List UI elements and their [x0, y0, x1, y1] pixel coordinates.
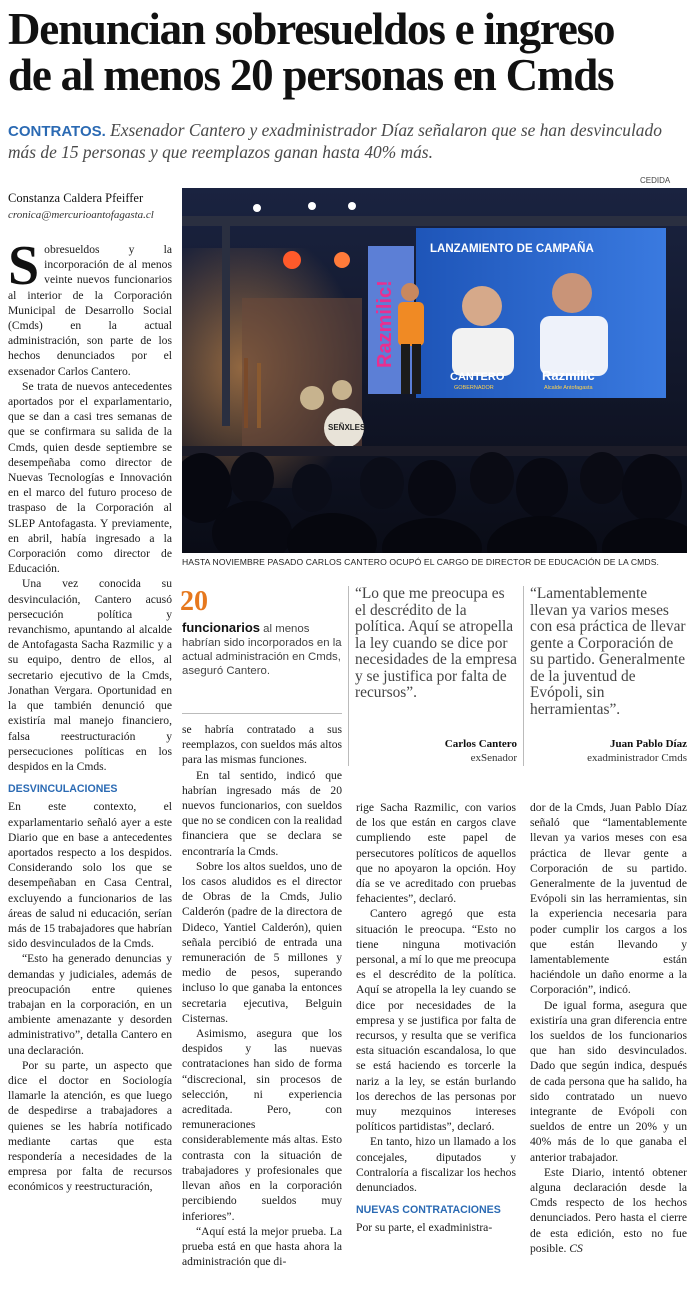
photo-credit: CEDIDA [640, 176, 671, 185]
screen-left-role: GOBERNADOR [454, 385, 494, 391]
col2-paragraph-3: Sobre los altos sueldos, uno de los casos aludidos es el director de Obras de la Cmds, Julio Calderón (padre de la directora de Dideco, Yantiel Calderón), quien señala percibió de entrada una remuneración de 5 millones y medio de pesos, superando incluso lo que ganaba la entonces secretaria ejecutiva, Belguin Cisternas. [182, 859, 342, 1025]
column-3 [356, 800, 516, 1236]
byline-email[interactable]: cronica@mercurioantofagasta.cl [8, 209, 154, 221]
speaker [398, 302, 424, 346]
screen-left-name: CANTERO [450, 371, 505, 383]
col4-paragraph-2: De igual forma, asegura que existiría una gran diferencia entre los sueldos de los funcionarios que han sido desvinculados. Dado que según indica, después de cada persona que ha salido, ha sido contratado un nuevo integrante de Evópoli con sueldos de entre un 20% y un 40% más de lo que ganaba el anterior trabajador. [530, 998, 687, 1164]
drum-text: SEÑXLES [328, 423, 366, 432]
banner-text: Razmilic! [374, 280, 396, 368]
column-4 [530, 800, 687, 1256]
divider [348, 586, 349, 766]
stat-bold: funcionarios [182, 620, 261, 635]
stat-number: 20 [180, 586, 208, 617]
col3-paragraph-1: rige Sacha Razmilic, con varios de los que están en cargos clave cumpliendo este papel de persecutores políticos de aquellos que no apoyaron la opción. Hoy día se ve acreditado con pruebas fehacientes”, declaró. [356, 801, 516, 906]
quote-cantero: “Lo que me preocupa es el descrédito de la política. Aquí se atropella la ley cuando se dice por necesidades de la empresa y se justifica por falta de recursos”. [355, 585, 517, 701]
quote-diaz-role: exadministrador Cmds [587, 752, 687, 764]
stat-description: al menos habrían sido incorporados en la actual administración en Cmds, aseguró Cantero. [182, 623, 342, 677]
col3-paragraph-3: En tanto, hizo un llamado a los concejales, diputados y Contraloría a fiscalizar los hechos denunciados. [356, 1135, 516, 1195]
quote-diaz: “Lamentablemente llevan ya varios meses con esa práctica de llevar gente a Corporación de su partido. Generalmente de la juventud de Evópoli, sin herramientas”. [530, 585, 686, 718]
stage-illustration [182, 188, 687, 553]
quote-cantero-name: Carlos Cantero [444, 738, 517, 750]
deck [8, 120, 688, 163]
col2-paragraph-2: En tal sentido, indicó que habrían ingresado más de 20 nuevos funcionarios, con sueldos que no se condicen con la realidad financiera que se declara se encontraría la Cmds. [182, 768, 342, 858]
divider [523, 586, 524, 766]
col1-paragraph-4: En este contexto, el exparlamentario señaló ayer a este Diario que en base a antecedentes aportados respecto a los despidos. Considerando solo los que se desempeñaban en Casa Central, excluyendo a funcionarios de las áreas de salud ni educación, serían más de 15 trabajadores que habrían sido desvinculados de la Cmds. [8, 800, 172, 951]
deck-text: Exsenador Cantero y exadministrador Díaz señalaron que se han desvinculado más de 15 personas y que reemplazos ganan hasta 40% más. [8, 120, 662, 162]
subhead-nuevas-contrataciones: NUEVAS CONTRATACIONES [356, 1204, 501, 1217]
col4-paragraph-1: dor de la Cmds, Juan Pablo Díaz señaló que “lamentablemente llevan ya varios meses con esa práctica de llevar gente a Corporación de su partido. Generalmente de la juventud de Evópoli sin las herramientas, sin la experiencia necesaria para poder cumplir los cargos a los que están llevando y lamentablemente están haciéndole un daño enorme a la Corporación”, indicó. [530, 801, 687, 997]
stat-text [182, 621, 342, 678]
screen-right-name: Razmilic [542, 368, 595, 383]
deck-kicker: CONTRATOS. [8, 123, 106, 140]
screen-right-role: Alcalde Antofagasta [544, 385, 593, 391]
subhead-desvinculaciones: DESVINCULACIONES [8, 783, 118, 796]
drop-cap: S [8, 235, 40, 297]
col1-paragraph-5: “Esto ha generado denuncias y demandas y judiciales, además de preocupación entre quienes trabajan en la corporación, en un ambiente amenazante y desorden administrativo”, detalla Cantero en una declaración. [8, 952, 172, 1057]
headline-line-2: de al menos 20 personas en Cmds [8, 50, 614, 100]
col2-paragraph-1: se habría contratado a sus reemplazos, con sueldos más altos para las mismas funciones. [182, 723, 342, 767]
quote-diaz-name: Juan Pablo Díaz [609, 738, 687, 750]
photo-caption: HASTA NOVIEMBRE PASADO CARLOS CANTERO OCUPÓ EL CARGO DE DIRECTOR DE EDUCACIÓN DE LA CMDS. [182, 557, 660, 567]
headline-line-1: Denuncian sobresueldos e ingreso [8, 4, 615, 54]
column-1 [8, 235, 172, 1195]
col4-paragraph-3: Este Diario, intentó obtener alguna declaración desde la Cmds respecto de los hechos denunciados. Pero hasta el cierre de esta edición, esto no fue posible. CS [530, 1165, 687, 1255]
col3-paragraph-4: Por su parte, el exadministra- [356, 1221, 493, 1235]
col1-paragraph-6: Por su parte, un aspecto que dice el doctor en Sociología llamarle la atención, es que luego de despedirse a trabajadores a quienes se les habría notificado mediante cartas que esta respondería a necesidades de la empresa por falta de recursos económicos y reestructuración, [8, 1058, 172, 1194]
author-sign: CS [569, 1241, 583, 1255]
col1-paragraph-3: Una vez conocida su desvinculación, Cantero acusó persecución política y revanchismo, apuntando al alcalde de Antofagasta Sacha Razmilic y a su equipo, dentro de ellos, al secretario ejecutivo de la Cmds, Jonathan Vergara. Oportunidad en la que también denunció que existiría mal manejo financiero, falsa reestructuración y persecuciones políticas en los despidos en la Cmds. [8, 577, 172, 773]
col1-paragraph-2: Se trata de nuevos antecedentes aportados por el exparlamentario, que se dan a casi tres semanas de que se confirmara su salida de la Cmds, quien desde septiembre se desempeñaba como director de Nuevas Tecnologías e Innovación en el marco del futuro proceso de traspaso de la Corporación al SLEP Antofagasta. Y previamente, en abril, había ingresado a la Corporación como director de Educación. [8, 379, 172, 576]
col2-paragraph-5: “Aquí está la mejor prueba. La prueba está en que hasta ahora la administración que di- [182, 1224, 342, 1269]
byline-author: Constanza Caldera Pfeiffer [8, 191, 144, 205]
headline [8, 6, 688, 98]
divider [182, 713, 342, 714]
quote-cantero-role: exSenador [470, 752, 517, 764]
col3-paragraph-2: Cantero agregó que esta situación le preocupa. “Esto no tiene ninguna motivación personal, a mí lo que me preocupa es el descrédito de la política. Aquí se atropella la ley cuando se dice por necesidades de la empresa y se justifica por falta de recursos, y resulta que se verifica esta situación escandalosa, lo que se está haciendo es torcerle la nariz a la ley, se están burlando los derechos de las personas por muy mezquinos intereses políticos partidistas”, declaró. [356, 907, 516, 1134]
event-photo [182, 188, 687, 553]
screen-title: LANZAMIENTO DE CAMPAÑA [430, 243, 594, 255]
col2-paragraph-4: Asimismo, asegura que los despidos y las nuevas contrataciones han sido de forma “discrecional, sin procesos de selección, ni experiencia acreditada. Pero, con remuneraciones considerablemente más altas. Esto contrasta con la situación de trabajadores y profesionales que llevan años en la corporación percibiendo sueldos muy inferiores”. [182, 1027, 342, 1223]
column-2 [182, 722, 342, 1269]
col1-paragraph-1: obresueldos y la incorporación de al menos veinte nuevos funcionarios al interior de la Corporación Municipal de Desarrollo Social (Cmds) en la actual administración, son parte de los hechos denunciados por el exsenador Carlos Cantero. [8, 243, 172, 378]
